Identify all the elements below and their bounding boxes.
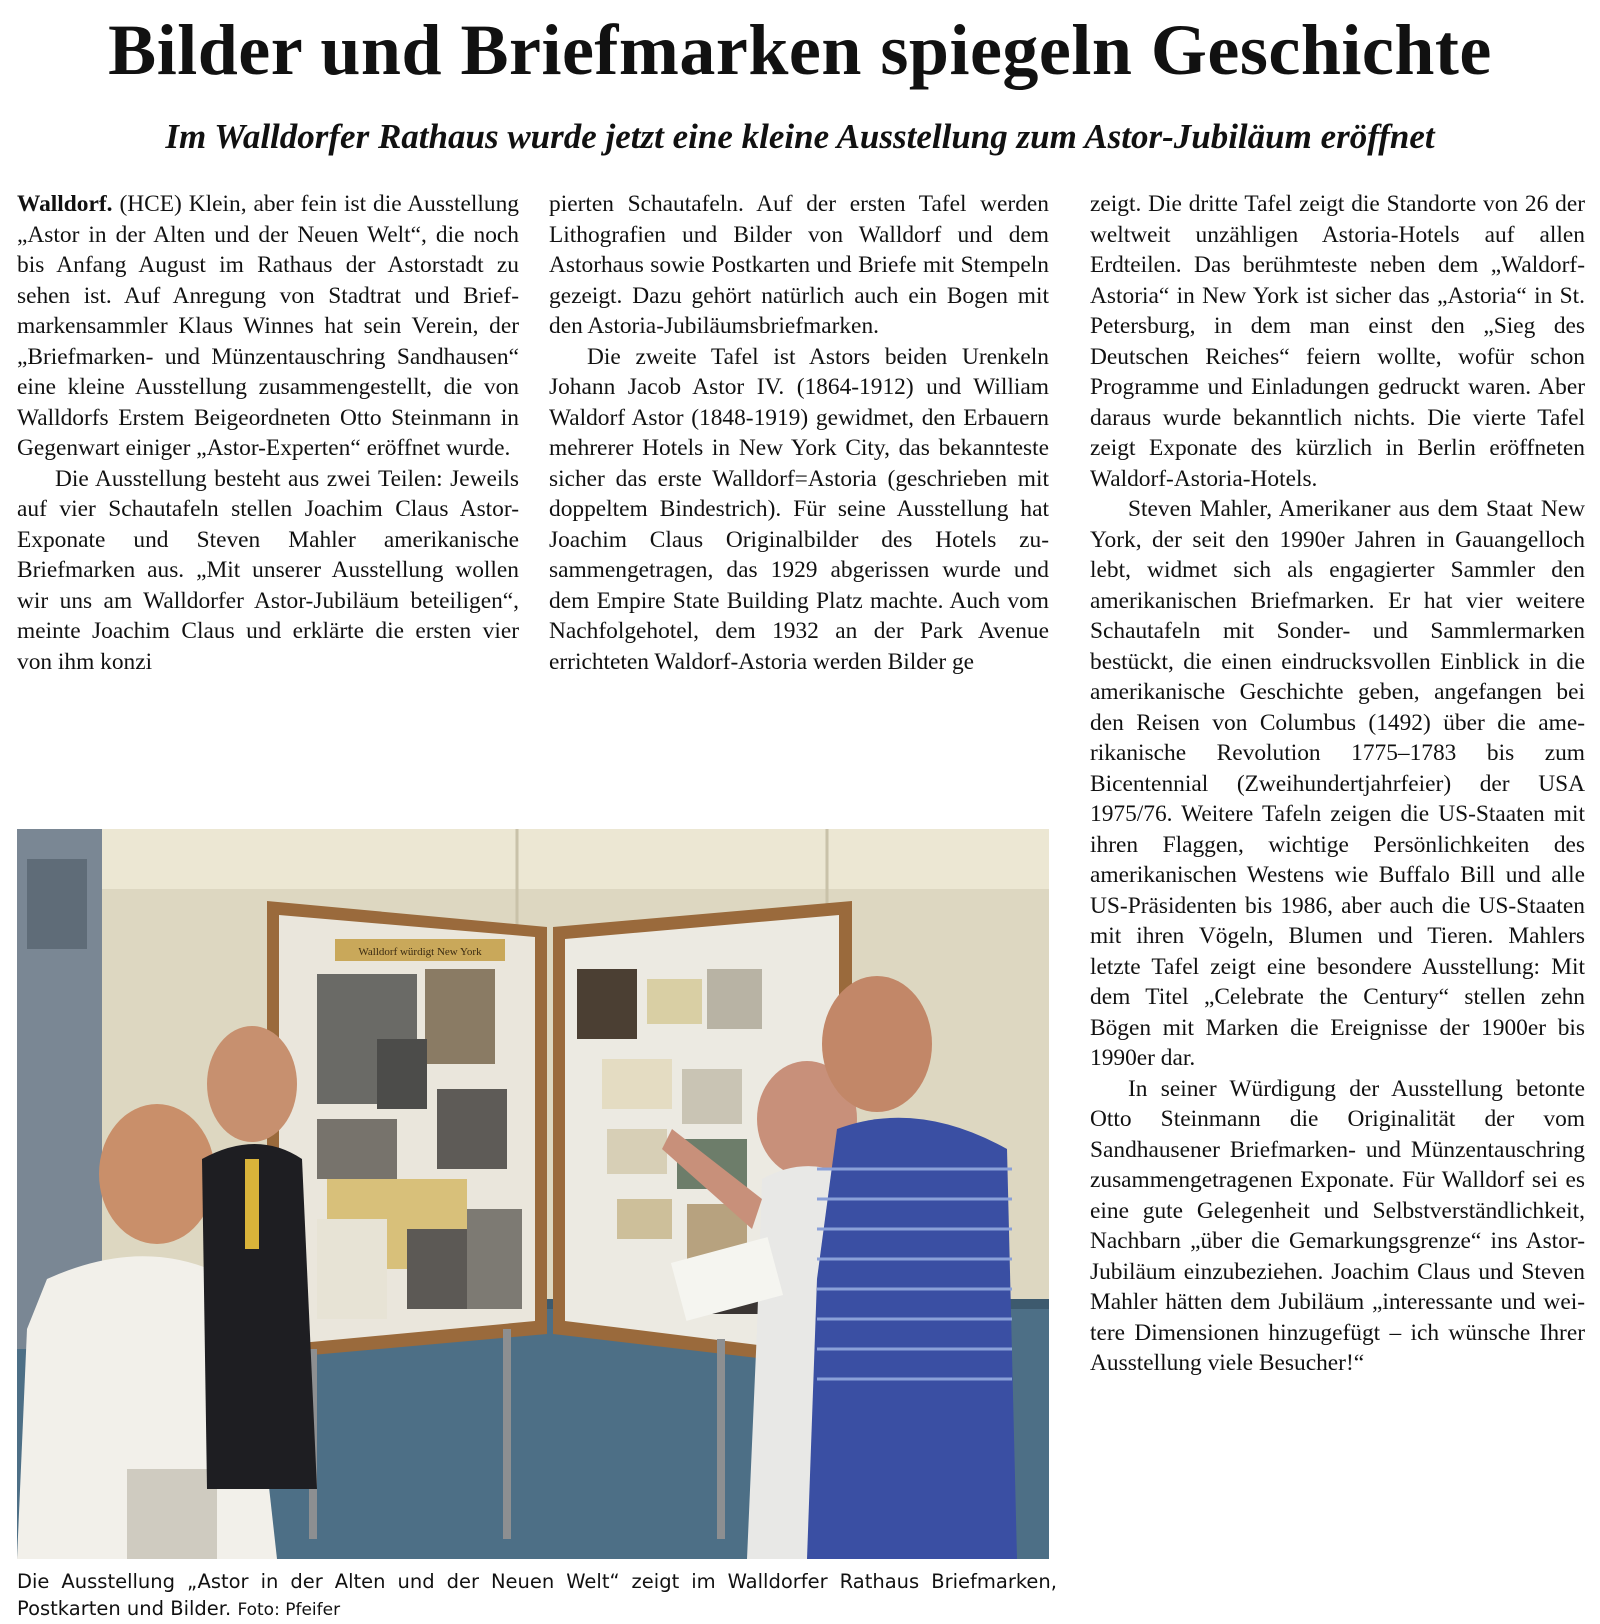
paragraph-text: (HCE) Klein, aber fein ist die Ausstellung „Astor in der Alten und der Neuen Welt“, die noch bis Anfang August im Rathaus der Astorstadt zu sehen ist. Auf Anregung von Stadtrat und Briefmarkensammler Klaus Winnes hat sein Verein, der „Briefmarken- und Münzentauschring Sandhausen“ eine kleine Ausstellung zusammengestellt, die von Walldorfs Erstem Beigeordneten Otto Steinmann in Gegenwart einiger „Astor-Experten“ eröffnet wurde. bbox=[17, 191, 519, 461]
paragraph: Steven Mahler, Amerikaner aus dem Staat New York, der seit den 1990er Jahren in Gauangelloch lebt, widmet sich als engagierter Sammler den amerikanischen Briefmarken. Er hat vier weitere Schautafeln mit Sonder- und Sammlermarken bestückt, die einen eindrucksvollen Einblick in die amerikanische Geschichte geben, angefangen bei den Reisen von Columbus (1492) über die amerikanische Revolution 1775–1783 bis zum Bicentennial (Zweihundertjahrfeier) der USA 1975/76. Weitere Tafeln zeigen die US-Staaten mit ihren Flaggen, wichtige Persönlichkeiten des amerikanischen Westens wie Buffalo Bill und alle US-Präsidenten bis 1986, aber auch die US-Staaten mit ihren Vögeln, Blumen und Tieren. Mahlers letzte Tafel zeigt eine besondere Ausstellung: Mit dem Titel „Celebrate the Century“ stellen zehn Bögen mit Marken die Ereignisse der 1900er bis 1990er dar. bbox=[1090, 496, 1585, 1071]
paragraph: Die Ausstellung besteht aus zwei Teilen: Jeweils auf vier Schautafeln stellen Joachim Claus Astor-Exponate und Steven Mahler amerikanische Briefmarken aus. „Mit unserer Ausstellung wollen wir uns am Walldorfer Astor-Jubiläum beteiligen“, meinte Joachim Claus und erklärte die ersten vier von ihm konzi bbox=[17, 465, 519, 675]
article-headline: Bilder und Briefmarken spiegeln Geschichte bbox=[108, 10, 1492, 90]
article-column-2 bbox=[549, 189, 1049, 677]
article-subheadline: Im Walldorfer Rathaus wurde jetzt eine kleine Ausstellung zum Astor-Jubiläum eröffnet bbox=[165, 117, 1435, 156]
article-column-3 bbox=[1090, 189, 1585, 1379]
paragraph: Die zweite Tafel ist Astors beiden Urenkeln Johann Jacob Astor IV. (1864-1912) und William Waldorf Astor (1848-1919) gewidmet, den Erbauern mehrerer Hotels in New York City, das bekannteste sicher das erste Walldorf=Astoria (geschrieben mit doppeltem Bindestrich). Für seine Ausstellung hat Joachim Claus Originalbilder des Hotels zusammengetragen, das 1929 abgerissen wurde und dem Empire State Building Platz machte. Auch vom Nachfolgehotel, dem 1932 an der Park Avenue errichteten Waldorf-Astoria werden Bilder ge bbox=[549, 343, 1049, 675]
exhibition-photo-illustration bbox=[17, 829, 1049, 1559]
caption-text: Die Ausstellung „Astor in der Alten und der Neuen Welt“ zeigt im Walldorfer Rathaus Briefmarken, Postkarten und Bilder. bbox=[17, 1570, 1057, 1620]
dateline: Walldorf. bbox=[17, 191, 113, 217]
paragraph: zeigt. Die dritte Tafel zeigt die Standorte von 26 der weltweit unzähligen Astoria-Hotels auf allen Erdteilen. Das berühmteste neben dem „Waldorf-Astoria“ in New York ist sicher das „Astoria“ in St. Petersburg, in dem man einst den „Sieg des Deutschen Reiches“ feiern wollte, wofür schon Programme und Einladungen gedruckt waren. Aber daraus wurde bekanntlich nichts. Die vierte Tafel zeigt Exponate des kürzlich in Berlin eröffneten Waldorf-Astoria-Hotels. bbox=[1090, 191, 1585, 492]
photo-credit: Foto: Pfeifer bbox=[237, 1600, 341, 1620]
paragraph: pierten Schautafeln. Auf der ersten Tafel werden Lithografien und Bilder von Walldorf und dem Astorhaus sowie Postkarten und Briefe mit Stempeln gezeigt. Dazu gehört natürlich auch ein Bogen mit den Astoria-Jubiläumsbriefmarken. bbox=[549, 191, 1049, 339]
panel-heading: Walldorf würdigt New York bbox=[358, 946, 482, 958]
article-column-1 bbox=[17, 189, 519, 677]
photo-caption bbox=[17, 1568, 1057, 1624]
paragraph: In seiner Würdigung der Ausstellung betonte Otto Steinmann die Originalität der vom Sandhausener Briefmarken- und Münzentauschring zusammengetragenen Exponate. Für Walldorf sei es eine gute Gelegenheit und Selbstverständlichkeit, Nachbarn „über die Gemarkungsgrenze“ ins Astor-Jubiläum einzubeziehen. Joachim Claus und Steven Mahler hätten dem Jubiläum „interessante und weitere Dimensionen hinzugefügt – ich wünsche Ihrer Ausstellung viele Besucher!“ bbox=[1090, 1075, 1585, 1376]
exhibition-photo bbox=[17, 829, 1049, 1559]
paragraph bbox=[17, 189, 519, 464]
